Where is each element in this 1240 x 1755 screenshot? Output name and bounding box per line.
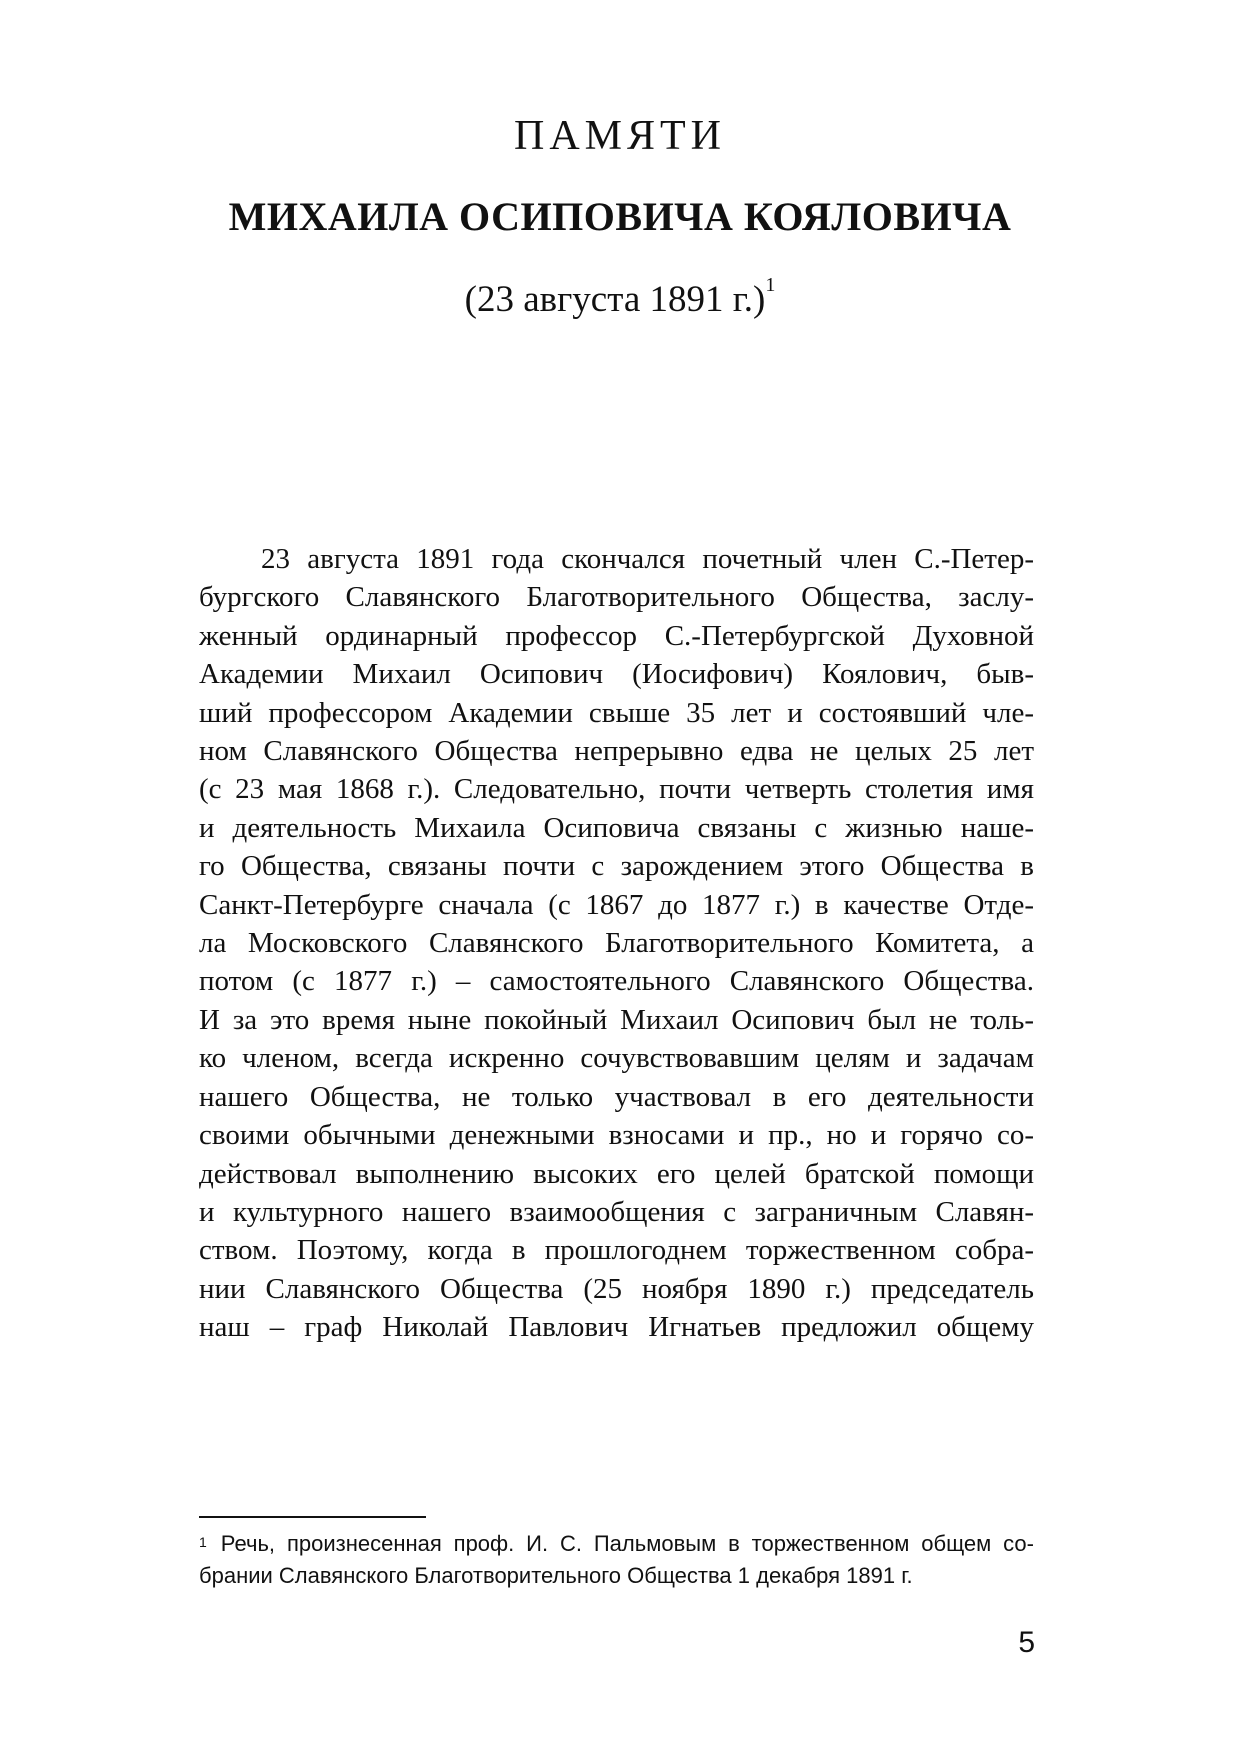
- footnote-reference: 1: [765, 274, 776, 296]
- footnote: [199, 1528, 1034, 1592]
- footnote-line-1: [199, 1528, 1034, 1560]
- body-line: Санкт-Петербурге сначала (с 1867 до 1877 г.) в качестве Отде-: [199, 888, 1034, 921]
- footnote-line-2: брании Славянского Благотворительного Общества 1 декабря 1891 г.: [199, 1563, 913, 1588]
- body-line: нашего Общества, не только участвовал в его деятельности: [199, 1080, 1034, 1113]
- heading-date-text: (23 августа 1891 г.): [464, 279, 766, 320]
- body-line: бургского Славянского Благотворительного Общества, заслу-: [199, 581, 1034, 614]
- body-line: наш – граф Николай Павлович Игнатьев предложил общему: [199, 1311, 1034, 1344]
- heading-date: [0, 274, 1240, 321]
- footnote-marker: 1: [199, 1534, 207, 1550]
- body-line: и культурного нашего взаимообщения с заграничным Славян-: [199, 1195, 1034, 1228]
- body-line: своими обычными денежными взносами и пр., но и горячо со-: [199, 1119, 1034, 1152]
- heading-memory: ПАМЯТИ: [513, 113, 726, 159]
- body-line: ший профессором Академии свыше 35 лет и состоявший чле-: [199, 696, 1034, 729]
- body-line: потом (с 1877 г.) – самостоятельного Славянского Общества.: [199, 965, 1034, 998]
- footnote-divider: [199, 1516, 426, 1518]
- body-line: го Общества, связаны почти с зарождением этого Общества в: [199, 850, 1034, 883]
- body-line: ко членом, всегда искренно сочувствовавшим целям и задачам: [199, 1042, 1034, 1075]
- body-paragraph: [199, 540, 1034, 1347]
- body-line: ном Славянского Общества непрерывно едва не целых 25 лет: [199, 735, 1034, 768]
- body-line: ством. Поэтому, когда в прошлогоднем торжественном собра-: [199, 1234, 1034, 1267]
- body-line: 23 августа 1891 года скончался почетный член С.-Петер-: [261, 543, 1034, 575]
- body-line: (с 23 мая 1868 г.). Следовательно, почти четверть столетия имя: [199, 773, 1034, 806]
- heading-name: МИХАИЛА ОСИПОВИЧА КОЯЛОВИЧА: [228, 194, 1012, 239]
- footnote-text-1: Речь, произнесенная проф. И. С. Пальмовым в торжественном общем со-: [220, 1531, 1034, 1556]
- body-line: ла Московского Славянского Благотворительного Комитета, а: [199, 927, 1034, 960]
- body-line: Академии Михаил Осипович (Иосифович) Коялович, быв-: [199, 658, 1034, 691]
- body-line: женный ординарный профессор С.-Петербургской Духовной: [199, 619, 1034, 652]
- body-line: И за это время ныне покойный Михаил Осипович был не толь-: [199, 1003, 1034, 1036]
- body-line: действовал выполнению высоких его целей братской помощи: [199, 1157, 1034, 1190]
- page-number: 5: [1018, 1626, 1035, 1659]
- body-line: и деятельность Михаила Осиповича связаны с жизнью наше-: [199, 811, 1034, 844]
- body-line: нии Славянского Общества (25 ноября 1890 г.) председатель: [199, 1272, 1034, 1305]
